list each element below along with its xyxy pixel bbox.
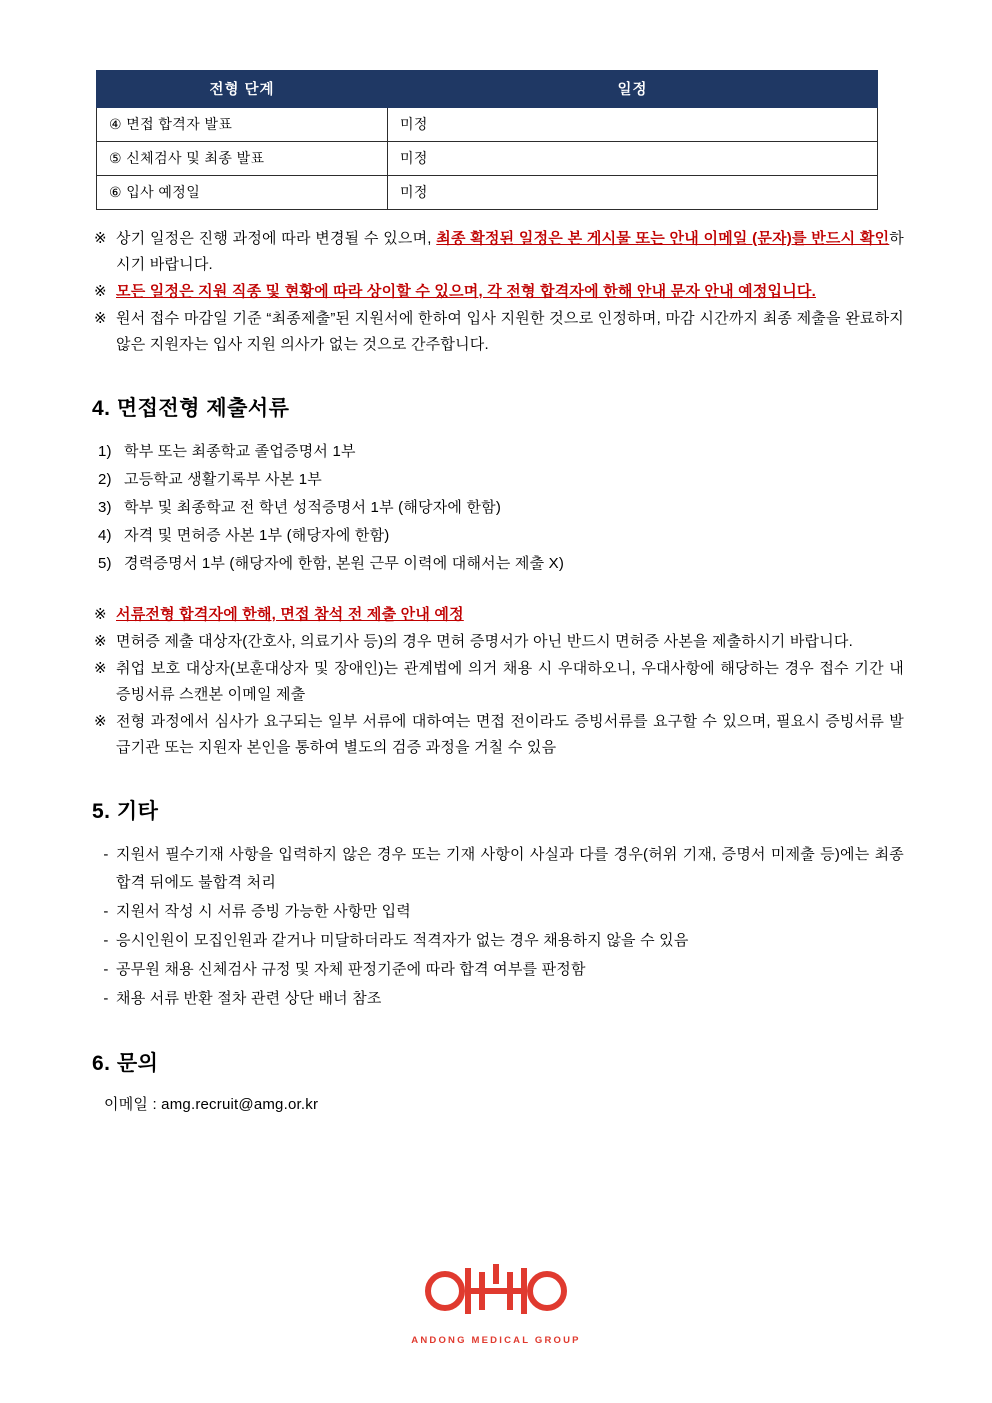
list-item bbox=[96, 956, 904, 984]
document-content bbox=[92, 70, 904, 1114]
list-item bbox=[98, 550, 904, 578]
table-cell-date: 미정 bbox=[388, 108, 878, 142]
list-item-marker: - bbox=[103, 932, 109, 949]
list-item-marker: 5) bbox=[98, 555, 112, 572]
list-item-text: 지원서 작성 시 서류 증빙 가능한 사항만 입력 bbox=[116, 903, 411, 920]
list-item bbox=[98, 494, 904, 522]
note-mark: ※ bbox=[94, 230, 107, 247]
section-title-4: 4. 면접전형 제출서류 bbox=[92, 397, 290, 420]
list-item-marker: 4) bbox=[98, 527, 112, 544]
note-item bbox=[94, 306, 904, 358]
list-item bbox=[96, 927, 904, 955]
list-item-marker: - bbox=[103, 903, 109, 920]
list-item-text: 지원서 필수기재 사항을 입력하지 않은 경우 또는 기재 사항이 사실과 다를 경우(허위 기재, 증명서 미제출 등)에는 최종합격 뒤에도 불합격 처리 bbox=[116, 846, 904, 891]
top-notes bbox=[92, 226, 904, 358]
list-item-text: 응시인원이 모집인원과 같거나 미달하더라도 적격자가 없는 경우 채용하지 않을 수 있음 bbox=[116, 932, 689, 949]
list-item bbox=[98, 466, 904, 494]
list-item-text: 자격 및 면허증 사본 1부 (해당자에 한함) bbox=[124, 527, 390, 544]
note-text: 전형 과정에서 심사가 요구되는 일부 서류에 대하여는 면접 전이라도 증빙서류를 요구할 수 있으며, 필요시 증빙서류 발급기관 또는 지원자 본인을 통하여 별도의 검증 과정을 거칠 수 있음 bbox=[116, 713, 904, 756]
note-item bbox=[94, 629, 904, 655]
logo-block bbox=[0, 1262, 992, 1346]
list-item-marker: 2) bbox=[98, 471, 112, 488]
table-header-stage: 전형 단계 bbox=[97, 71, 388, 108]
list-item-marker: 3) bbox=[98, 499, 112, 516]
section-title-6: 6. 문의 bbox=[92, 1052, 159, 1075]
note-item bbox=[94, 709, 904, 761]
andong-medical-group-logo-icon bbox=[421, 1262, 571, 1324]
list-item-text: 학부 및 최종학교 전 학년 성적증명서 1부 (해당자에 한함) bbox=[124, 499, 502, 516]
logo-caption: ANDONG MEDICAL GROUP bbox=[411, 1335, 581, 1346]
note-mark: ※ bbox=[94, 606, 107, 623]
note-mark: ※ bbox=[94, 283, 107, 300]
table-cell-date: 미정 bbox=[388, 176, 878, 210]
list-item-text: 경력증명서 1부 (해당자에 한함, 본원 근무 이력에 대해서는 제출 X) bbox=[124, 555, 565, 572]
table-header-date: 일정 bbox=[388, 71, 878, 108]
note-item bbox=[94, 226, 904, 278]
section-title-5: 5. 기타 bbox=[92, 800, 159, 823]
list-item-text: 고등학교 생활기록부 사본 1부 bbox=[124, 471, 322, 488]
list-item-text: 공무원 채용 신체검사 규정 및 자체 판정기준에 따라 합격 여부를 판정함 bbox=[116, 961, 586, 978]
section4-list bbox=[98, 438, 904, 578]
table-cell-stage: ⑤ 신체검사 및 최종 발표 bbox=[97, 142, 388, 176]
section5-list bbox=[96, 841, 904, 1013]
list-item-text: 학부 또는 최종학교 졸업증명서 1부 bbox=[124, 443, 356, 460]
note-mark: ※ bbox=[94, 310, 107, 327]
note-item bbox=[94, 656, 904, 708]
note-text-plain-b: 하시기 바랍니다. bbox=[116, 230, 904, 273]
list-item-marker: - bbox=[103, 846, 109, 863]
list-item bbox=[96, 898, 904, 926]
note-text-highlight: 최종 확정된 일정은 본 게시물 또는 안내 이메일 (문자)를 반드시 확인 bbox=[436, 230, 890, 247]
note-text: 면허증 제출 대상자(간호사, 의료기사 등)의 경우 면허 증명서가 아닌 반드시 면허증 사본을 제출하시기 바랍니다. bbox=[116, 633, 853, 650]
note-mark: ※ bbox=[94, 713, 107, 730]
list-item-marker: - bbox=[103, 990, 109, 1007]
table-cell-stage: ④ 면접 합격자 발표 bbox=[97, 108, 388, 142]
list-item bbox=[98, 522, 904, 550]
list-item-text: 채용 서류 반환 절차 관련 상단 배너 참조 bbox=[116, 990, 382, 1007]
note-item bbox=[94, 279, 904, 305]
note-text-plain-a: 상기 일정은 진행 과정에 따라 변경될 수 있으며, bbox=[116, 230, 437, 247]
table-header-row bbox=[97, 71, 878, 108]
note-item bbox=[94, 602, 904, 628]
list-item-marker: - bbox=[103, 961, 109, 978]
table-cell-stage: ⑥ 입사 예정일 bbox=[97, 176, 388, 210]
contact-email: 이메일 : amg.recruit@amg.or.kr bbox=[104, 1096, 319, 1113]
table-row bbox=[97, 108, 878, 142]
table-row bbox=[97, 142, 878, 176]
list-item bbox=[96, 985, 904, 1013]
note-mark: ※ bbox=[94, 660, 107, 677]
list-item-marker: 1) bbox=[98, 443, 112, 460]
table-row bbox=[97, 176, 878, 210]
table-cell-date: 미정 bbox=[388, 142, 878, 176]
note-text bbox=[116, 226, 904, 278]
list-item bbox=[96, 841, 904, 897]
note-text-highlight: 서류전형 합격자에 한해, 면접 참석 전 제출 안내 예정 bbox=[116, 606, 464, 623]
section4-notes bbox=[92, 602, 904, 761]
note-text: 취업 보호 대상자(보훈대상자 및 장애인)는 관계법에 의거 채용 시 우대하오니, 우대사항에 해당하는 경우 접수 기간 내 증빙서류 스캔본 이메일 제출 bbox=[116, 660, 904, 703]
note-text-highlight: 모든 일정은 지원 직종 및 현황에 따라 상이할 수 있으며, 각 전형 합격자에 한해 안내 문자 안내 예정입니다. bbox=[116, 283, 816, 300]
note-mark: ※ bbox=[94, 633, 107, 650]
list-item bbox=[98, 438, 904, 466]
note-text: 원서 접수 마감일 기준 “최종제출”된 지원서에 한하여 입사 지원한 것으로 인정하며, 마감 시간까지 최종 제출을 완료하지 않은 지원자는 입사 지원 의사가 없는 것으로 간주합니다. bbox=[116, 310, 904, 353]
schedule-table bbox=[96, 70, 878, 210]
